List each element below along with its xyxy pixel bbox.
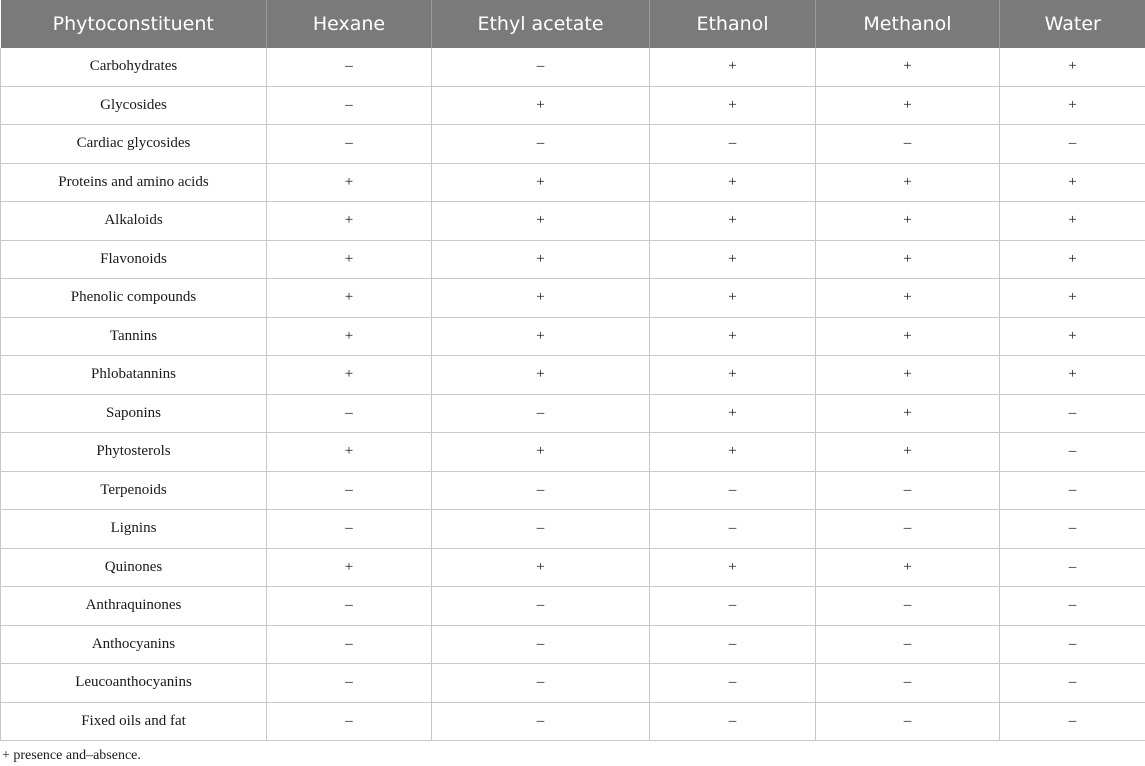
result-cell: +: [267, 548, 432, 587]
result-cell: +: [267, 433, 432, 472]
row-label-cell: Cardiac glycosides: [1, 125, 267, 164]
row-label-cell: Phenolic compounds: [1, 279, 267, 318]
result-cell: +: [650, 202, 816, 241]
result-cell: +: [816, 317, 1000, 356]
result-cell: +: [432, 317, 650, 356]
result-cell: +: [1000, 48, 1145, 86]
table-row: [1, 625, 1145, 664]
row-label-cell: Terpenoids: [1, 471, 267, 510]
row-label-cell: Flavonoids: [1, 240, 267, 279]
result-cell: –: [1000, 125, 1145, 164]
row-label-cell: Saponins: [1, 394, 267, 433]
result-cell: +: [650, 240, 816, 279]
result-cell: +: [650, 356, 816, 395]
column-header-ethanol: Ethanol: [650, 0, 816, 48]
result-cell: –: [432, 394, 650, 433]
result-cell: +: [816, 433, 1000, 472]
result-cell: +: [267, 240, 432, 279]
result-cell: –: [1000, 433, 1145, 472]
row-label-cell: Quinones: [1, 548, 267, 587]
table-row: [1, 240, 1145, 279]
result-cell: –: [432, 702, 650, 741]
result-cell: –: [816, 125, 1000, 164]
column-header-phytoconstituent: Phytoconstituent: [1, 0, 267, 48]
table-row: [1, 356, 1145, 395]
result-cell: –: [816, 587, 1000, 626]
result-cell: –: [432, 471, 650, 510]
result-cell: –: [1000, 702, 1145, 741]
result-cell: +: [1000, 163, 1145, 202]
result-cell: –: [1000, 664, 1145, 703]
row-label-cell: Lignins: [1, 510, 267, 549]
result-cell: +: [432, 202, 650, 241]
result-cell: –: [1000, 394, 1145, 433]
result-cell: –: [1000, 587, 1145, 626]
table-row: [1, 471, 1145, 510]
result-cell: +: [816, 240, 1000, 279]
result-cell: +: [816, 279, 1000, 318]
result-cell: –: [267, 394, 432, 433]
column-header-hexane: Hexane: [267, 0, 432, 48]
table-body: [1, 48, 1145, 741]
result-cell: +: [1000, 317, 1145, 356]
result-cell: –: [816, 702, 1000, 741]
table-row: [1, 279, 1145, 318]
result-cell: +: [432, 356, 650, 395]
result-cell: –: [816, 510, 1000, 549]
result-cell: –: [267, 702, 432, 741]
row-label-cell: Anthocyanins: [1, 625, 267, 664]
result-cell: –: [432, 625, 650, 664]
result-cell: +: [1000, 202, 1145, 241]
row-label-cell: Alkaloids: [1, 202, 267, 241]
result-cell: –: [816, 664, 1000, 703]
result-cell: –: [650, 625, 816, 664]
table-footnote: + presence and–absence.: [2, 748, 141, 763]
row-label-cell: Glycosides: [1, 86, 267, 125]
result-cell: –: [1000, 625, 1145, 664]
result-cell: +: [650, 394, 816, 433]
result-cell: –: [650, 664, 816, 703]
result-cell: –: [650, 471, 816, 510]
table-row: [1, 86, 1145, 125]
result-cell: +: [816, 163, 1000, 202]
result-cell: +: [816, 548, 1000, 587]
result-cell: –: [267, 625, 432, 664]
table-row: [1, 48, 1145, 86]
result-cell: +: [1000, 279, 1145, 318]
result-cell: +: [816, 202, 1000, 241]
result-cell: +: [650, 548, 816, 587]
table-row: [1, 163, 1145, 202]
result-cell: +: [267, 279, 432, 318]
table-row: [1, 510, 1145, 549]
row-label-cell: Carbohydrates: [1, 48, 267, 86]
header-row: [1, 0, 1145, 48]
result-cell: +: [432, 548, 650, 587]
row-label-cell: Anthraquinones: [1, 587, 267, 626]
result-cell: –: [816, 625, 1000, 664]
table-row: [1, 433, 1145, 472]
result-cell: +: [432, 433, 650, 472]
result-cell: +: [1000, 86, 1145, 125]
table-row: [1, 664, 1145, 703]
result-cell: –: [650, 587, 816, 626]
result-cell: +: [267, 163, 432, 202]
row-label-cell: Phytosterols: [1, 433, 267, 472]
table-header: [1, 0, 1145, 48]
result-cell: –: [267, 587, 432, 626]
result-cell: +: [267, 356, 432, 395]
result-cell: +: [432, 279, 650, 318]
result-cell: +: [650, 433, 816, 472]
result-cell: –: [816, 471, 1000, 510]
column-header-methanol: Methanol: [816, 0, 1000, 48]
table-row: [1, 702, 1145, 741]
table-row: [1, 394, 1145, 433]
result-cell: –: [267, 48, 432, 86]
row-label-cell: Tannins: [1, 317, 267, 356]
result-cell: +: [1000, 356, 1145, 395]
result-cell: –: [267, 471, 432, 510]
result-cell: +: [267, 317, 432, 356]
result-cell: +: [650, 48, 816, 86]
row-label-cell: Fixed oils and fat: [1, 702, 267, 741]
table-row: [1, 548, 1145, 587]
column-header-water: Water: [1000, 0, 1145, 48]
result-cell: –: [432, 125, 650, 164]
result-cell: +: [432, 86, 650, 125]
result-cell: +: [650, 317, 816, 356]
result-cell: +: [650, 86, 816, 125]
result-cell: +: [432, 240, 650, 279]
result-cell: –: [432, 48, 650, 86]
result-cell: +: [432, 163, 650, 202]
table-row: [1, 125, 1145, 164]
row-label-cell: Leucoanthocyanins: [1, 664, 267, 703]
result-cell: –: [267, 510, 432, 549]
result-cell: +: [267, 202, 432, 241]
result-cell: +: [816, 48, 1000, 86]
result-cell: –: [267, 664, 432, 703]
result-cell: –: [267, 125, 432, 164]
result-cell: –: [650, 125, 816, 164]
row-label-cell: Proteins and amino acids: [1, 163, 267, 202]
result-cell: +: [650, 279, 816, 318]
result-cell: +: [650, 163, 816, 202]
table-row: [1, 317, 1145, 356]
row-label-cell: Phlobatannins: [1, 356, 267, 395]
result-cell: –: [432, 510, 650, 549]
result-cell: +: [816, 394, 1000, 433]
result-cell: +: [816, 86, 1000, 125]
result-cell: –: [650, 702, 816, 741]
result-cell: –: [1000, 471, 1145, 510]
result-cell: –: [1000, 510, 1145, 549]
result-cell: –: [1000, 548, 1145, 587]
column-header-ethyl-acetate: Ethyl acetate: [432, 0, 650, 48]
result-cell: +: [816, 356, 1000, 395]
result-cell: –: [432, 587, 650, 626]
result-cell: –: [432, 664, 650, 703]
table-row: [1, 587, 1145, 626]
result-cell: –: [650, 510, 816, 549]
result-cell: +: [1000, 240, 1145, 279]
result-cell: –: [267, 86, 432, 125]
table-row: [1, 202, 1145, 241]
